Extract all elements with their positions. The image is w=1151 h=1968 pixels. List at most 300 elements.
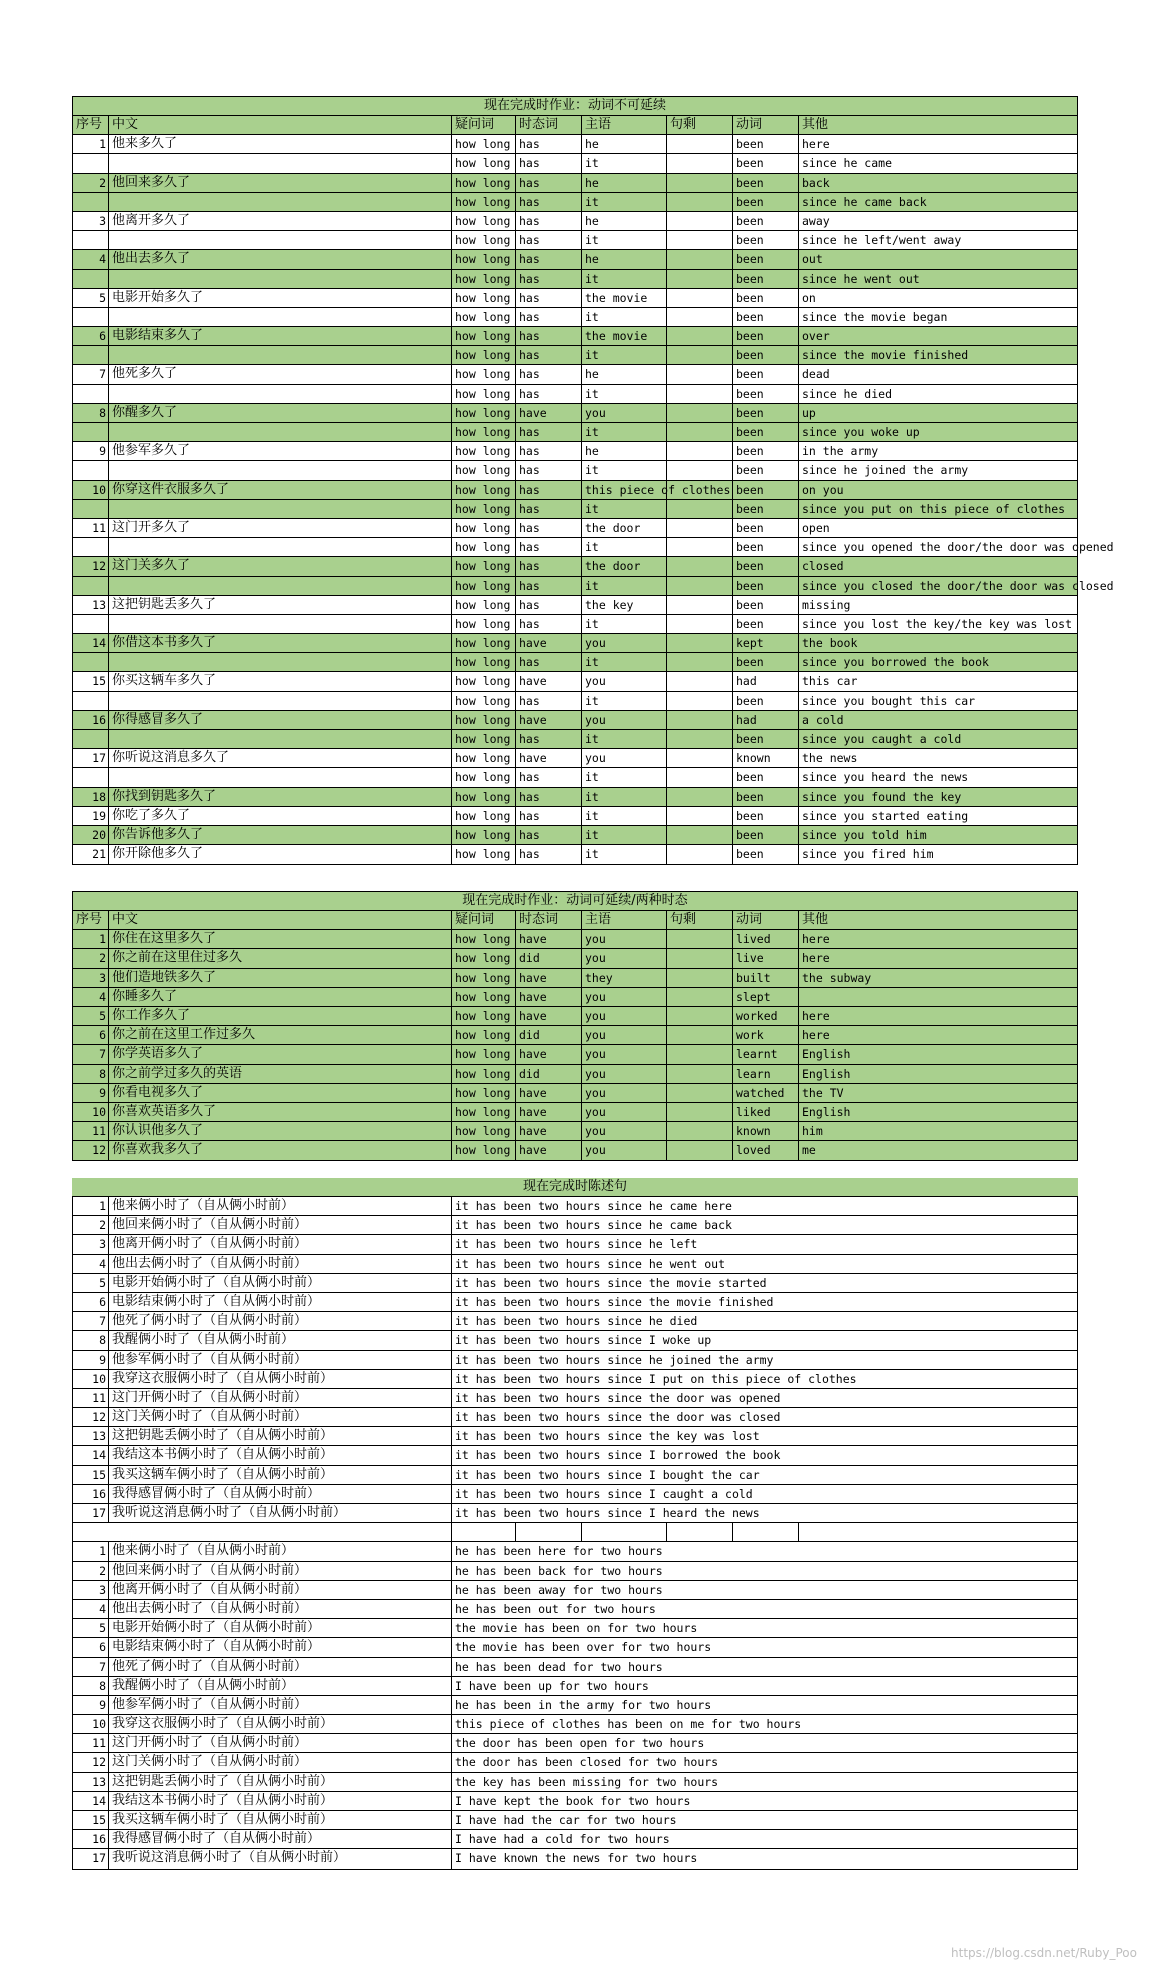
question-word-cell: how long: [452, 327, 516, 345]
verb-cell: been: [733, 327, 799, 345]
chinese-cell: 他出去俩小时了（自从俩小时前）: [109, 1255, 452, 1273]
row-number: 10: [73, 1715, 109, 1733]
header-chinese: 中文: [109, 911, 452, 929]
tense-word-cell: has: [516, 653, 582, 671]
other-cell: the TV: [802, 1085, 844, 1100]
tense-word-cell: have: [516, 634, 582, 652]
row-number: 12: [73, 1408, 109, 1426]
subject-cell: it: [582, 826, 667, 844]
row-number: 4: [73, 1255, 109, 1273]
row-number: 4: [73, 250, 109, 268]
remainder-cell: [667, 969, 733, 987]
verb-cell: been: [733, 538, 799, 556]
tense-word-cell: has: [516, 692, 582, 710]
tense-word-cell: has: [516, 615, 582, 633]
other-cell: since you told him: [802, 827, 927, 842]
remainder-cell: [667, 423, 733, 441]
row-number: 1: [73, 135, 109, 153]
english-cell: I have known the news for two hours: [455, 1851, 698, 1866]
remainder-cell: [667, 634, 733, 652]
remainder-cell: [667, 1103, 733, 1121]
remainder-cell: [667, 711, 733, 729]
question-word-cell: how long: [452, 231, 516, 249]
question-word-cell: how long: [452, 174, 516, 192]
chinese-cell: 你借这本书多久了: [109, 634, 452, 652]
english-cell: the movie has been on for two hours: [455, 1621, 698, 1636]
row-number: 8: [73, 1331, 109, 1349]
table-row: [73, 1485, 1077, 1504]
row-number: 15: [73, 672, 109, 690]
question-word-cell: how long: [452, 768, 516, 786]
verb-cell: been: [733, 193, 799, 211]
table-row: [73, 385, 1077, 404]
other-cell: on you: [802, 482, 844, 497]
table-row: [73, 788, 1077, 807]
other-cell: here: [802, 1008, 830, 1023]
tense-word-cell: did: [516, 1065, 582, 1083]
verb-cell: been: [733, 404, 799, 422]
remainder-cell: [667, 1065, 733, 1083]
chinese-cell: [109, 461, 452, 479]
other-cell: since you closed the door/the door was closed: [802, 578, 1114, 593]
other-cell: [799, 988, 1079, 1006]
tense-word-cell: has: [516, 365, 582, 383]
row-number: 6: [73, 1293, 109, 1311]
chinese-cell: 我结这本书俩小时了（自从俩小时前）: [109, 1446, 452, 1464]
question-word-cell: how long: [452, 949, 516, 967]
remainder-cell: [667, 442, 733, 460]
table-row: [73, 1696, 1077, 1715]
tense-word-cell: have: [516, 1122, 582, 1140]
table-2-header-row: [73, 911, 1077, 930]
tense-word-cell: has: [516, 596, 582, 614]
table-row: [73, 1065, 1077, 1084]
english-cell: he has been back for two hours: [455, 1563, 663, 1578]
header-question-word: 疑问词: [452, 911, 516, 929]
row-number: 14: [73, 634, 109, 652]
chinese-cell: 你之前学过多久的英语: [109, 1065, 452, 1083]
table-row: [73, 1122, 1077, 1141]
chinese-cell: 你穿这件衣服多久了: [109, 481, 452, 499]
table-row: [73, 1677, 1077, 1696]
question-word-cell: how long: [452, 788, 516, 806]
other-cell: over: [802, 329, 830, 344]
table-row: [73, 174, 1077, 193]
other-cell: me: [802, 1143, 816, 1158]
row-number: 7: [73, 365, 109, 383]
chinese-cell: 他死了俩小时了（自从俩小时前）: [109, 1312, 452, 1330]
other-cell: since you found the key: [802, 789, 962, 804]
row-number: 4: [73, 988, 109, 1006]
table-row: [73, 845, 1077, 864]
english-cell: I have had the car for two hours: [455, 1813, 677, 1827]
subject-cell: it: [582, 653, 667, 671]
table-row: [73, 404, 1077, 423]
chinese-cell: 这门关俩小时了（自从俩小时前）: [109, 1408, 452, 1426]
chinese-cell: 这把钥匙丢多久了: [109, 596, 452, 614]
english-cell: I have had a cold for two hours: [455, 1832, 670, 1847]
other-cell: away: [802, 213, 830, 228]
chinese-cell: 他参军俩小时了（自从俩小时前）: [109, 1696, 452, 1714]
english-cell: it has been two hours since I heard the news: [455, 1506, 760, 1520]
table-row: [73, 538, 1114, 557]
other-cell: English: [802, 1066, 851, 1081]
question-word-cell: how long: [452, 1007, 516, 1025]
remainder-cell: [667, 289, 733, 307]
table-row: [73, 1026, 1077, 1045]
tense-word-cell: have: [516, 672, 582, 690]
table-row: [73, 212, 1077, 231]
subject-cell: he: [582, 365, 667, 383]
subject-cell: you: [582, 404, 667, 422]
question-word-cell: how long: [452, 1045, 516, 1063]
question-word-cell: how long: [452, 404, 516, 422]
chinese-cell: 他们造地铁多久了: [109, 969, 452, 987]
chinese-cell: 他参军俩小时了（自从俩小时前）: [109, 1351, 452, 1369]
table-row: [73, 346, 1077, 365]
remainder-cell: [667, 615, 733, 633]
question-word-cell: how long: [452, 969, 516, 987]
chinese-cell: 他来俩小时了（自从俩小时前）: [109, 1197, 452, 1215]
subject-cell: you: [582, 634, 667, 652]
verb-cell: live: [733, 949, 799, 967]
table-row: [73, 1084, 1077, 1103]
question-word-cell: how long: [452, 135, 516, 153]
row-number: 8: [73, 1677, 109, 1695]
table-row: [73, 1466, 1077, 1485]
tense-word-cell: has: [516, 231, 582, 249]
question-word-cell: how long: [452, 730, 516, 748]
row-number: 9: [73, 1696, 109, 1714]
verb-cell: been: [733, 423, 799, 441]
table-row: [73, 596, 1077, 615]
row-number: [73, 615, 109, 633]
remainder-cell: [667, 1122, 733, 1140]
verb-cell: kept: [733, 634, 799, 652]
table-2-body: [73, 930, 1077, 1160]
table-row: [73, 1581, 1077, 1600]
table-row: [73, 1351, 1077, 1370]
question-word-cell: how long: [452, 653, 516, 671]
row-number: [73, 423, 109, 441]
chinese-cell: [109, 538, 452, 556]
subject-cell: it: [582, 385, 667, 403]
verb-cell: been: [733, 653, 799, 671]
question-word-cell: how long: [452, 212, 516, 230]
watermark: https://blog.csdn.net/Ruby_Poo: [951, 1946, 1137, 1960]
tense-word-cell: have: [516, 930, 582, 948]
table-row: [73, 250, 1077, 269]
subject-cell: you: [582, 711, 667, 729]
verb-cell: been: [733, 385, 799, 403]
remainder-cell: [667, 768, 733, 786]
question-word-cell: how long: [452, 481, 516, 499]
tense-word-cell: has: [516, 212, 582, 230]
row-number: 15: [73, 1811, 109, 1829]
row-number: [73, 461, 109, 479]
other-cell: up: [802, 405, 816, 420]
chinese-cell: 我得感冒俩小时了（自从俩小时前）: [109, 1830, 452, 1848]
table-row: [73, 289, 1077, 308]
verb-cell: been: [733, 481, 799, 499]
verb-cell: been: [733, 615, 799, 633]
chinese-cell: 我醒俩小时了（自从俩小时前）: [109, 1331, 452, 1349]
table-row: [73, 423, 1077, 442]
table-row: [73, 461, 1077, 480]
table-row: [73, 1312, 1077, 1331]
subject-cell: the movie: [582, 289, 667, 307]
table-row: [73, 1389, 1077, 1408]
table-row: [73, 1427, 1077, 1446]
table-row: [73, 672, 1077, 691]
verb-cell: been: [733, 500, 799, 518]
chinese-cell: 他离开俩小时了（自从俩小时前）: [109, 1581, 452, 1599]
question-word-cell: how long: [452, 930, 516, 948]
chinese-cell: 你看电视多久了: [109, 1084, 452, 1102]
remainder-cell: [667, 135, 733, 153]
tense-word-cell: have: [516, 1084, 582, 1102]
subject-cell: he: [582, 250, 667, 268]
table-row: [73, 1619, 1077, 1638]
verb-cell: known: [733, 1122, 799, 1140]
table-row: [73, 768, 1077, 787]
remainder-cell: [667, 174, 733, 192]
row-number: 13: [73, 1427, 109, 1445]
subject-cell: it: [582, 577, 667, 595]
chinese-cell: [109, 270, 452, 288]
table-row: [73, 826, 1077, 845]
tense-word-cell: have: [516, 1045, 582, 1063]
tense-word-cell: has: [516, 289, 582, 307]
table-row: [73, 1849, 1077, 1868]
english-cell: it has been two hours since the movie finished: [455, 1294, 774, 1309]
remainder-cell: [667, 270, 733, 288]
chinese-cell: 这门开俩小时了（自从俩小时前）: [109, 1734, 452, 1752]
row-number: 2: [73, 1562, 109, 1580]
row-number: 4: [73, 1600, 109, 1618]
table-row: [73, 969, 1077, 988]
tense-word-cell: has: [516, 308, 582, 326]
chinese-cell: 他出去多久了: [109, 250, 452, 268]
row-number: 5: [73, 289, 109, 307]
other-cell: since the movie finished: [802, 348, 969, 363]
table-row: [73, 730, 1077, 749]
subject-cell: it: [582, 231, 667, 249]
other-cell: since he joined the army: [802, 463, 969, 478]
english-cell: it has been two hours since he died: [455, 1314, 698, 1329]
chinese-cell: 这门关多久了: [109, 557, 452, 575]
other-cell: since he died: [802, 386, 893, 401]
row-number: 12: [73, 1141, 109, 1160]
verb-cell: known: [733, 749, 799, 767]
chinese-cell: [109, 308, 452, 326]
verb-cell: been: [733, 212, 799, 230]
question-word-cell: how long: [452, 634, 516, 652]
other-cell: here: [802, 137, 830, 152]
question-word-cell: how long: [452, 826, 516, 844]
row-number: 8: [73, 404, 109, 422]
verb-cell: been: [733, 519, 799, 537]
table-row: [73, 1773, 1077, 1792]
english-cell: it has been two hours since I woke up: [455, 1333, 712, 1348]
english-cell: it has been two hours since the door was closed: [455, 1410, 781, 1425]
subject-cell: he: [582, 212, 667, 230]
verb-cell: built: [733, 969, 799, 987]
tense-word-cell: has: [516, 423, 582, 441]
row-number: 21: [73, 845, 109, 864]
table-row: [73, 557, 1077, 576]
table-row: [73, 1007, 1077, 1026]
other-cell: dead: [802, 367, 830, 382]
table-row: [73, 193, 1077, 212]
subject-cell: this piece of clothes: [582, 481, 667, 499]
chinese-cell: 你听说这消息多久了: [109, 749, 452, 767]
row-number: [73, 730, 109, 748]
subject-cell: it: [582, 270, 667, 288]
tense-word-cell: has: [516, 519, 582, 537]
table-row: [73, 1446, 1077, 1465]
header-tense-word: 时态词: [516, 116, 582, 134]
tense-word-cell: has: [516, 174, 582, 192]
chinese-cell: 你学英语多久了: [109, 1045, 452, 1063]
subject-cell: you: [582, 1026, 667, 1044]
english-cell: he has been out for two hours: [455, 1601, 656, 1616]
row-number: 6: [73, 1026, 109, 1044]
chinese-cell: 他来多久了: [109, 135, 452, 153]
tense-word-cell: have: [516, 711, 582, 729]
table-row: [73, 1753, 1077, 1772]
row-number: 19: [73, 807, 109, 825]
remainder-cell: [667, 807, 733, 825]
question-word-cell: how long: [452, 1122, 516, 1140]
subject-cell: it: [582, 692, 667, 710]
question-word-cell: how long: [452, 423, 516, 441]
other-cell: since he came: [802, 156, 893, 171]
header-chinese: 中文: [109, 116, 452, 134]
table-row: [73, 1562, 1077, 1581]
table-row: [73, 481, 1077, 500]
table-row: [73, 711, 1077, 730]
table-row: [73, 1331, 1077, 1350]
subject-cell: you: [582, 1007, 667, 1025]
row-number: [73, 653, 109, 671]
verb-cell: loved: [733, 1141, 799, 1160]
table-row: [73, 519, 1077, 538]
other-cell: since you caught a cold: [802, 732, 962, 746]
verb-cell: been: [733, 365, 799, 383]
row-number: [73, 308, 109, 326]
remainder-cell: [667, 1007, 733, 1025]
row-number: 9: [73, 1351, 109, 1369]
row-number: 7: [73, 1658, 109, 1676]
tense-word-cell: has: [516, 538, 582, 556]
remainder-cell: [667, 988, 733, 1006]
subject-cell: it: [582, 538, 667, 556]
row-number: 12: [73, 1753, 109, 1771]
other-cell: since you woke up: [802, 425, 920, 439]
row-number: 3: [73, 212, 109, 230]
table-row: [73, 1715, 1077, 1734]
table-1-title: 现在完成时作业：动词不可延续: [73, 97, 1077, 116]
verb-cell: worked: [733, 1007, 799, 1025]
table-row: [73, 1792, 1077, 1811]
row-number: [73, 500, 109, 518]
chinese-cell: 他死了俩小时了（自从俩小时前）: [109, 1658, 452, 1676]
chinese-cell: [109, 577, 452, 595]
subject-cell: he: [582, 135, 667, 153]
english-cell: the key has been missing for two hours: [455, 1774, 719, 1789]
question-word-cell: how long: [452, 1103, 516, 1121]
chinese-cell: [109, 768, 452, 786]
remainder-cell: [667, 481, 733, 499]
tense-word-cell: did: [516, 1026, 582, 1044]
verb-cell: been: [733, 231, 799, 249]
remainder-cell: [667, 538, 733, 556]
remainder-cell: [667, 949, 733, 967]
other-cell: since you bought this car: [802, 693, 976, 708]
question-word-cell: how long: [452, 442, 516, 460]
table-row: [73, 327, 1077, 346]
chinese-cell: [109, 615, 452, 633]
english-cell: he has been dead for two hours: [455, 1659, 663, 1674]
row-number: 2: [73, 949, 109, 967]
tense-word-cell: has: [516, 270, 582, 288]
chinese-cell: 他来俩小时了（自从俩小时前）: [109, 1542, 452, 1560]
question-word-cell: how long: [452, 988, 516, 1006]
tense-word-cell: have: [516, 749, 582, 767]
chinese-cell: 我结这本书俩小时了（自从俩小时前）: [109, 1792, 452, 1810]
chinese-cell: 电影结束俩小时了（自从俩小时前）: [109, 1638, 452, 1656]
english-cell: he has been in the army for two hours: [455, 1697, 712, 1712]
header-tense-word: 时态词: [516, 911, 582, 929]
english-cell: it has been two hours since he left: [455, 1237, 698, 1252]
row-number: 6: [73, 1638, 109, 1656]
chinese-cell: 你之前在这里工作过多久: [109, 1026, 452, 1044]
subject-cell: it: [582, 807, 667, 825]
empty-cell-divider: [798, 1523, 799, 1541]
question-word-cell: how long: [452, 577, 516, 595]
verb-cell: work: [733, 1026, 799, 1044]
chinese-cell: 这门开多久了: [109, 519, 452, 537]
question-word-cell: how long: [452, 1141, 516, 1160]
chinese-cell: 我得感冒俩小时了（自从俩小时前）: [109, 1485, 452, 1503]
tense-word-cell: has: [516, 500, 582, 518]
chinese-cell: 电影结束多久了: [109, 327, 452, 345]
other-cell: back: [802, 175, 830, 190]
subject-cell: you: [582, 1122, 667, 1140]
table-row: [73, 807, 1077, 826]
english-cell: it has been two hours since I bought the car: [455, 1467, 760, 1482]
row-number: 5: [73, 1619, 109, 1637]
question-word-cell: how long: [452, 1065, 516, 1083]
other-cell: since he left/went away: [802, 233, 962, 248]
chinese-cell: 这把钥匙丢俩小时了（自从俩小时前）: [109, 1773, 452, 1791]
question-word-cell: how long: [452, 749, 516, 767]
row-number: [73, 231, 109, 249]
tense-word-cell: has: [516, 557, 582, 575]
remainder-cell: [667, 519, 733, 537]
table-row: [73, 442, 1077, 461]
row-number: 17: [73, 1504, 109, 1522]
english-cell: it has been two hours since I caught a cold: [455, 1486, 753, 1501]
other-cell: English: [802, 1104, 851, 1119]
header-no: 序号: [73, 911, 109, 929]
remainder-cell: [667, 1084, 733, 1102]
verb-cell: had: [733, 711, 799, 729]
row-number: 14: [73, 1446, 109, 1464]
remainder-cell: [667, 231, 733, 249]
row-number: 17: [73, 1849, 109, 1868]
